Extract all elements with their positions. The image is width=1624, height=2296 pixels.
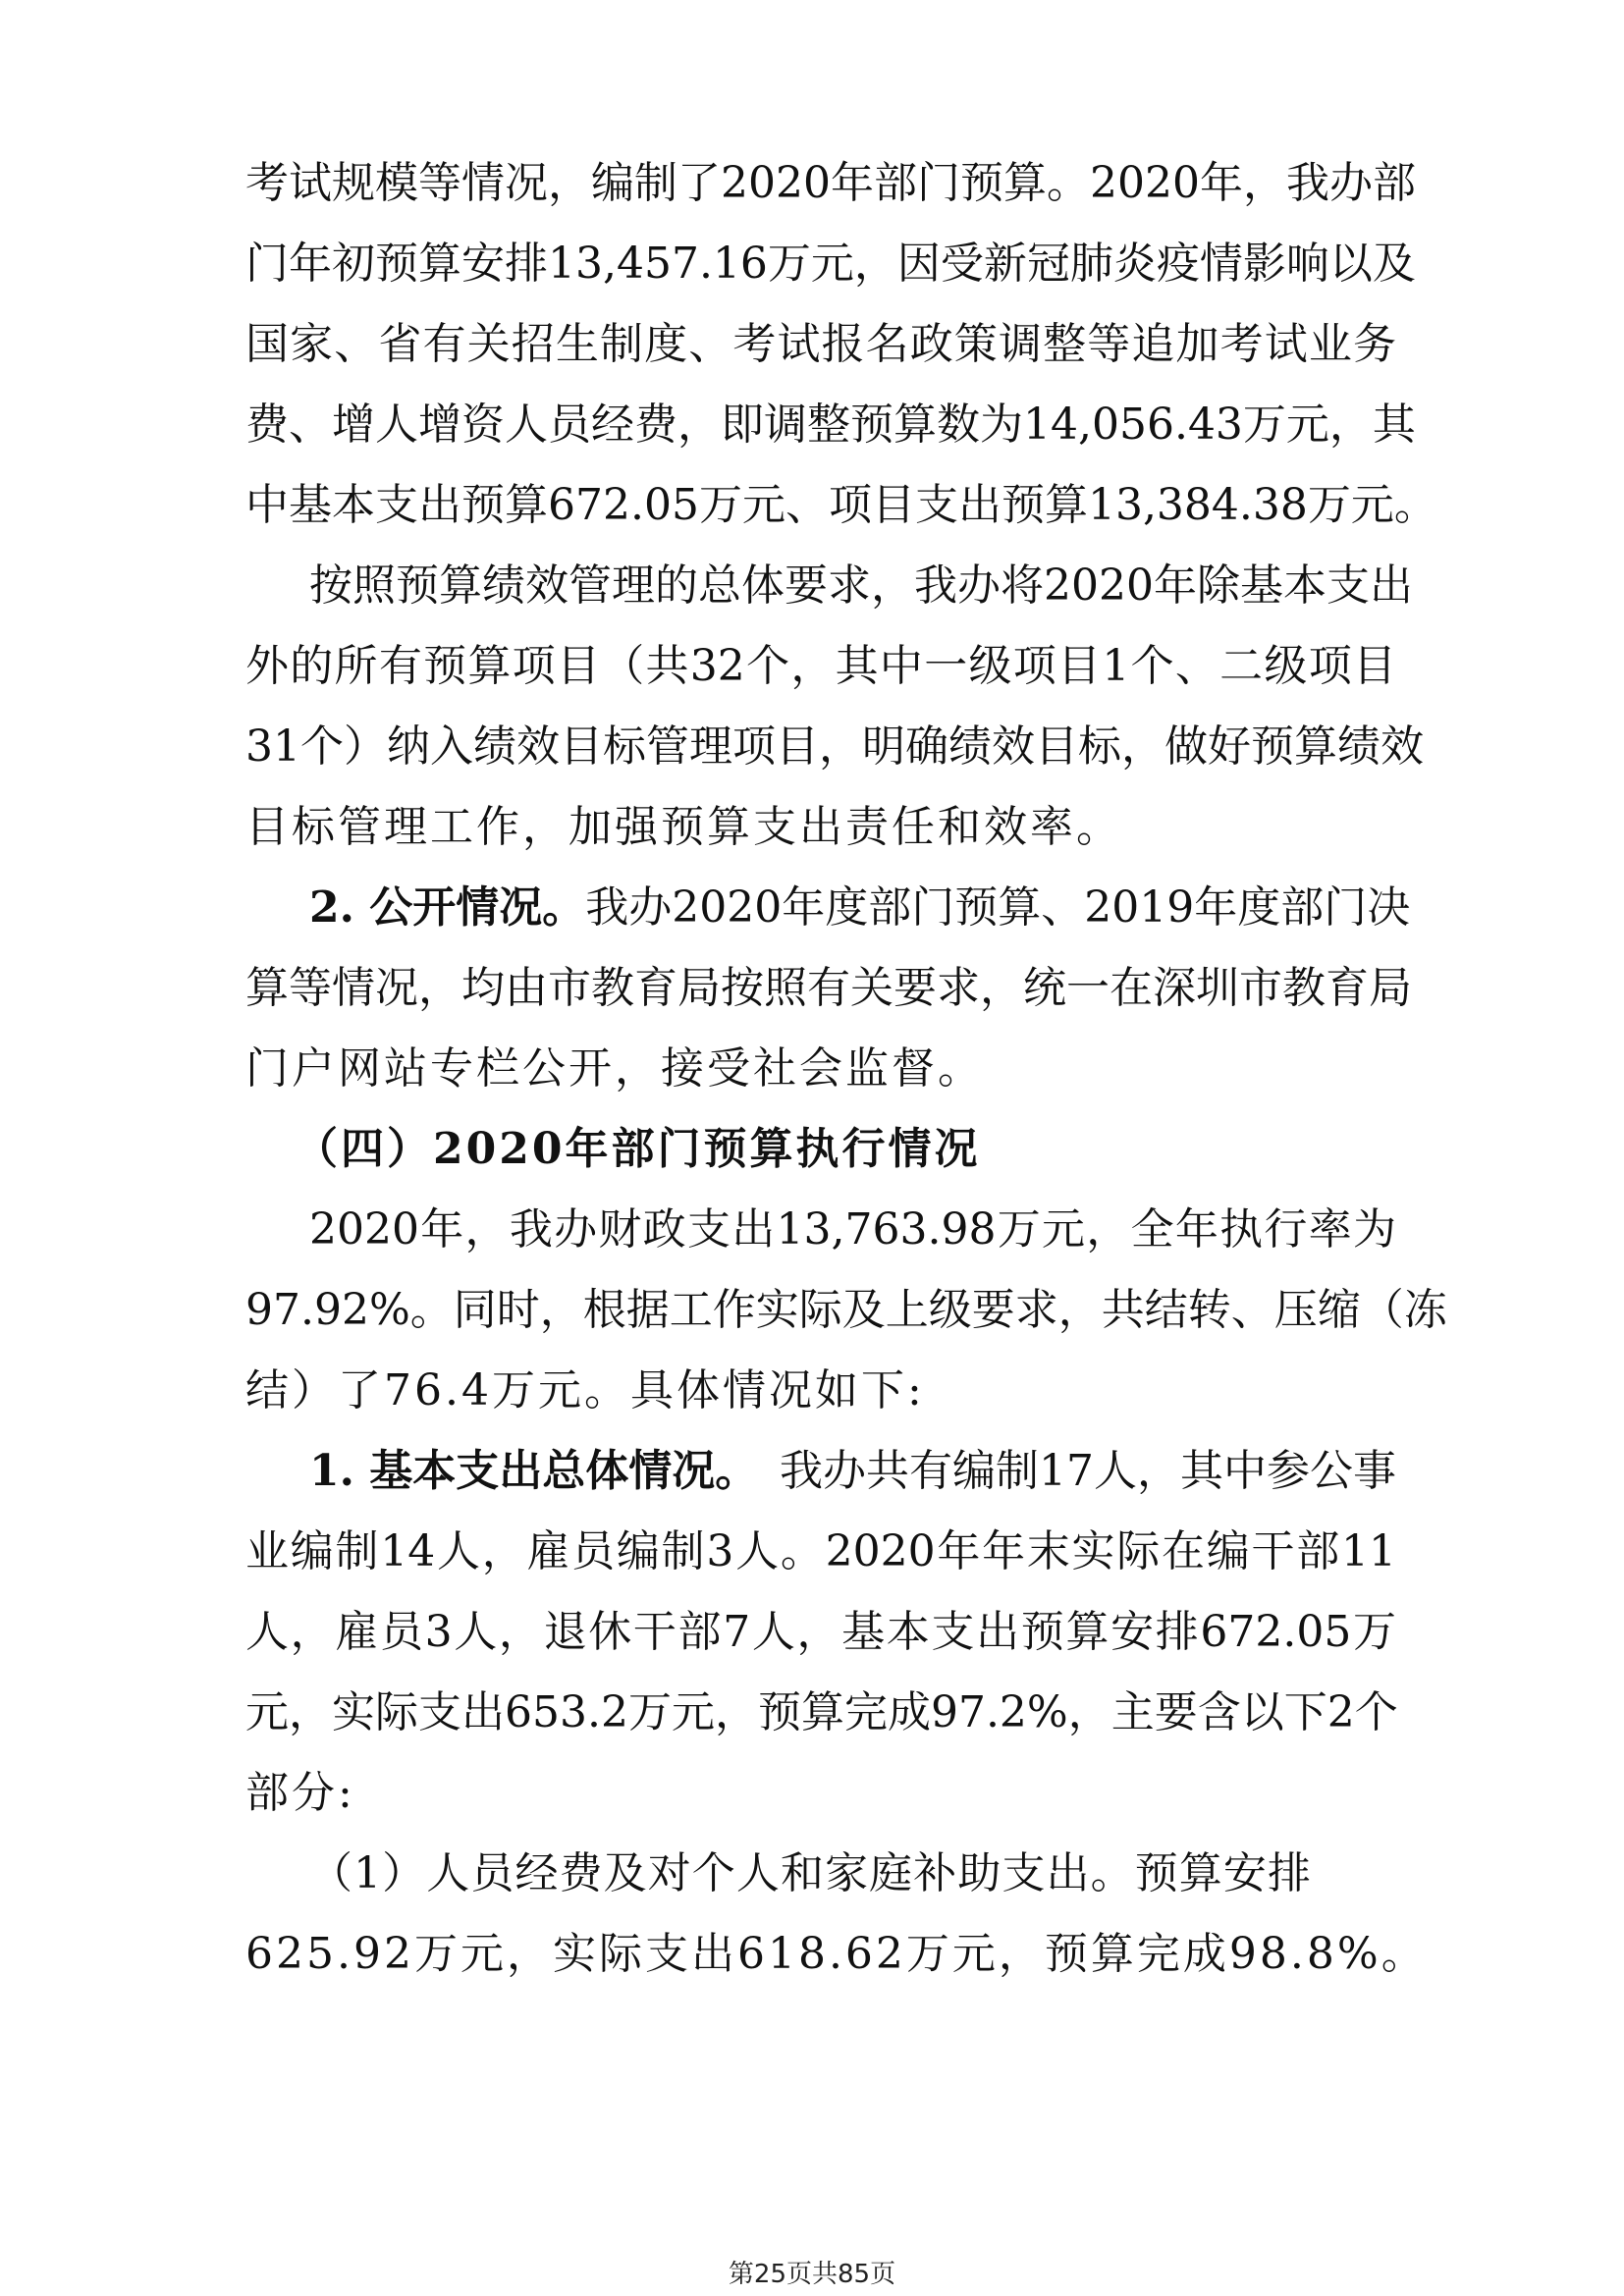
paragraph-line: 结）了76.4万元。具体情况如下: (245, 1365, 925, 1415)
paragraph-line: 门户网站专栏公开，接受社会监督。 (245, 1043, 984, 1094)
paragraph-line: 外的所有预算项目（共32个，其中一级项目1个、二级项目 (245, 641, 1396, 691)
paragraph-line: 31个）纳入绩效目标管理项目，明确绩效目标，做好预算绩效 (245, 721, 1424, 772)
paragraph-line: 元，实际支出653.2万元，预算完成97.2%，主要含以下2个 (245, 1687, 1398, 1737)
paragraph-line: 考试规模等情况，编制了2020年部门预算。2020年，我办部 (245, 158, 1416, 208)
paragraph-line: 费、增人增资人员经费，即调整预算数为14,056.43万元，其 (245, 400, 1416, 450)
paragraph-line: 2020年，我办财政支出13,763.98万元，全年执行率为 (309, 1204, 1396, 1255)
paragraph-line-with-heading (309, 1442, 1396, 1501)
section-heading: 2. 公开情况。 (309, 882, 586, 933)
paragraph-line: 门年初预算安排13,457.16万元，因受新冠肺炎疫情影响以及 (245, 239, 1416, 289)
paragraph-line: 625.92万元，实际支出618.62万元，预算完成98.8%。 (245, 1929, 1428, 1979)
page-number: 第25页共85页 (728, 2260, 896, 2289)
paragraph-text: 我办共有编制17人，其中参公事 (780, 1446, 1396, 1496)
paragraph-line: 算等情况，均由市教育局按照有关要求，统一在深圳市教育局 (245, 963, 1412, 1013)
paragraph-text: 我办2020年度部门预算、2019年度部门决 (585, 882, 1411, 933)
paragraph-line: 国家、省有关招生制度、考试报名政策调整等追加考试业务 (245, 319, 1396, 369)
paragraph-line: 部分: (245, 1768, 355, 1818)
paragraph-line: 目标管理工作，加强预算支出责任和效率。 (245, 802, 1122, 852)
paragraph-line-with-heading (309, 879, 1411, 937)
paragraph-line: 按照预算绩效管理的总体要求，我办将2020年除基本支出 (309, 561, 1413, 611)
paragraph-line: （1）人员经费及对个人和家庭补助支出。预算安排 (309, 1848, 1311, 1898)
paragraph-line: 业编制14人，雇员编制3人。2020年年末实际在编干部11 (245, 1526, 1396, 1576)
paragraph-line: 中基本支出预算672.05万元、项目支出预算13,384.38万元。 (245, 480, 1437, 530)
section-heading: 1. 基本支出总体情况。 (309, 1446, 759, 1496)
paragraph-line: 97.92%。同时，根据工作实际及上级要求，共结转、压缩（冻 (245, 1285, 1447, 1335)
section-title: （四）2020年部门预算执行情况 (295, 1124, 981, 1174)
paragraph-line: 人，雇员3人，退休干部7人，基本支出预算安排672.05万 (245, 1607, 1396, 1657)
